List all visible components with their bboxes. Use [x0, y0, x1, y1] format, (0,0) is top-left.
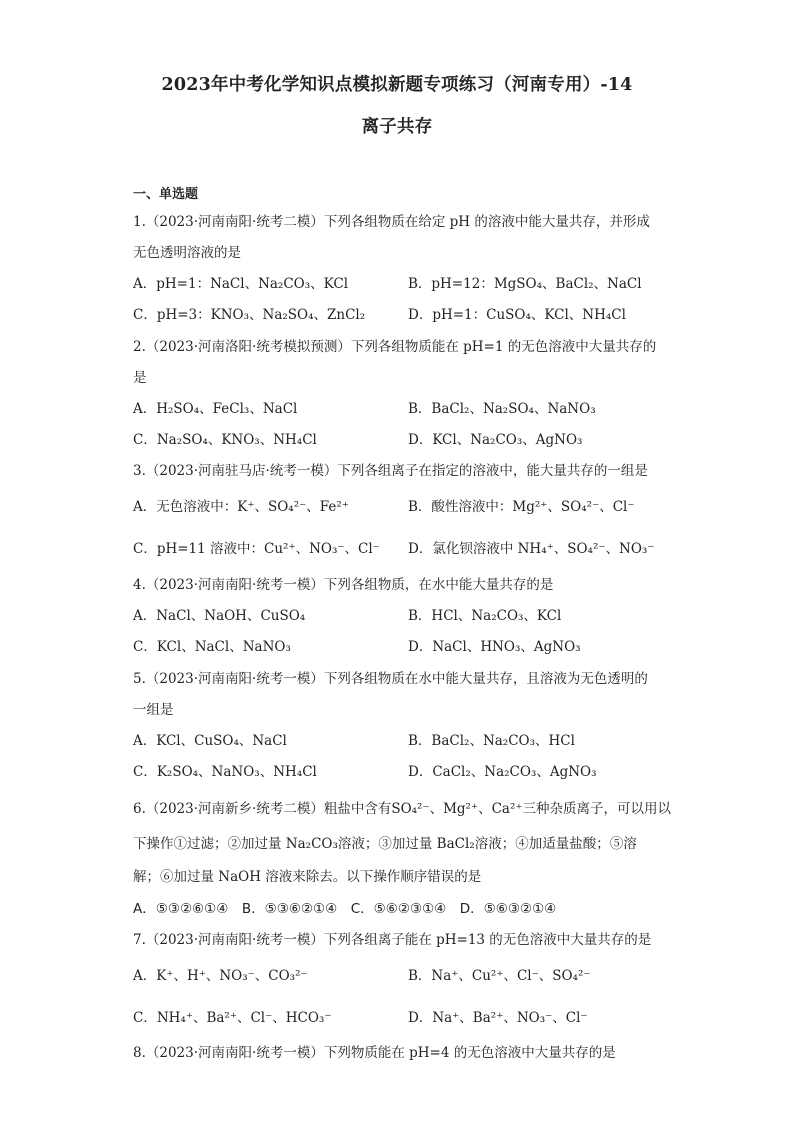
question-5-stem-line-1: 5.（2023·河南南阳·统考一模）下列各组物质在水中能大量共存，且溶液为无色透明的 — [133, 671, 648, 687]
question-1-option-b: B．pH=12：MgSO₄、BaCl₂、NaCl — [408, 276, 642, 292]
question-2-option-c: C．Na₂SO₄、KNO₃、NH₄Cl — [133, 432, 317, 448]
question-2-option-b: B．BaCl₂、Na₂SO₄、NaNO₃ — [408, 401, 596, 417]
question-3-option-b: B．酸性溶液中：Mg²⁺、SO₄²⁻、Cl⁻ — [408, 499, 635, 515]
question-8-stem-line-1: 8.（2023·河南南阳·统考一模）下列物质能在 pH=4 的无色溶液中大量共存的是 — [133, 1045, 616, 1061]
question-7-option-a: A．K⁺、H⁺、NO₃⁻、CO₃²⁻ — [133, 968, 308, 984]
question-3-option-c: C．pH=11 溶液中：Cu²⁺、NO₃⁻、Cl⁻ — [133, 541, 380, 557]
question-4-stem-line-1: 4.（2023·河南南阳·统考一模）下列各组物质，在水中能大量共存的是 — [133, 577, 554, 593]
section-heading: 一、单选题 — [133, 187, 199, 202]
question-1-stem-line-1: 1.（2023·河南南阳·统考二模）下列各组物质在给定 pH 的溶液中能大量共存，并形成 — [133, 214, 650, 230]
question-4-option-c: C．KCl、NaCl、NaNO₃ — [133, 639, 291, 655]
question-6-stem-line-3: 解；⑥加过量 NaOH 溶液来除去。以下操作顺序错误的是 — [133, 869, 482, 885]
question-1-option-c: C．pH=3：KNO₃、Na₂SO₄、ZnCl₂ — [133, 307, 366, 323]
question-6-stem-line-2: 下操作①过滤；②加过量 Na₂CO₃溶液；③加过量 BaCl₂溶液；④加适量盐酸；⑤溶 — [133, 836, 637, 852]
question-2-option-d: D．KCl、Na₂CO₃、AgNO₃ — [408, 432, 583, 448]
question-1-option-a: A．pH=1：NaCl、Na₂CO₃、KCl — [133, 276, 349, 292]
page-title: 2023年中考化学知识点模拟新题专项练习（河南专用）-14 — [161, 75, 633, 95]
question-1-option-d: D．pH=1：CuSO₄、KCl、NH₄Cl — [408, 307, 626, 323]
question-6-stem-line-1: 6.（2023·河南新乡·统考二模）粗盐中含有SO₄²⁻、Mg²⁺、Ca²⁺三种杂质离子，可以用以 — [133, 801, 672, 817]
question-5-option-a: A．KCl、CuSO₄、NaCl — [133, 733, 287, 749]
question-4-option-a: A．NaCl、NaOH、CuSO₄ — [133, 608, 306, 624]
question-7-option-d: D．Na⁺、Ba²⁺、NO₃⁻、Cl⁻ — [408, 1010, 588, 1026]
question-6-options: A．⑤③②⑥①④ B．⑤③⑥②①④ C．⑤⑥②③①④ D．⑤⑥③②①④ — [133, 901, 557, 917]
question-5-option-c: C．K₂SO₄、NaNO₃、NH₄Cl — [133, 764, 317, 780]
question-2-option-a: A．H₂SO₄、FeCl₃、NaCl — [133, 401, 298, 417]
question-2-stem-line-2: 是 — [133, 370, 147, 386]
question-1-stem-line-2: 无色透明溶液的是 — [133, 245, 241, 261]
question-2-stem-line-1: 2.（2023·河南洛阳·统考模拟预测）下列各组物质能在 pH=1 的无色溶液中大量共存的 — [133, 339, 657, 355]
question-3-option-a: A．无色溶液中：K⁺、SO₄²⁻、Fe²⁺ — [133, 499, 349, 515]
question-5-option-d: D．CaCl₂、Na₂CO₃、AgNO₃ — [408, 764, 597, 780]
question-7-option-b: B．Na⁺、Cu²⁺、Cl⁻、SO₄²⁻ — [408, 968, 591, 984]
question-3-option-d: D．氯化钡溶液中 NH₄⁺、SO₄²⁻、NO₃⁻ — [408, 541, 655, 557]
question-5-stem-line-2: 一组是 — [133, 702, 174, 718]
question-4-option-b: B．HCl、Na₂CO₃、KCl — [408, 608, 562, 624]
page-subtitle: 离子共存 — [361, 117, 433, 137]
question-4-option-d: D．NaCl、HNO₃、AgNO₃ — [408, 639, 581, 655]
question-5-option-b: B．BaCl₂、Na₂CO₃、HCl — [408, 733, 575, 749]
question-7-option-c: C．NH₄⁺、Ba²⁺、Cl⁻、HCO₃⁻ — [133, 1010, 332, 1026]
question-7-stem-line-1: 7.（2023·河南南阳·统考一模）下列各组离子能在 pH=13 的无色溶液中大量共存的是 — [133, 932, 652, 948]
question-3-stem-line-1: 3.（2023·河南驻马店·统考一模）下列各组离子在指定的溶液中，能大量共存的一组是 — [133, 463, 648, 479]
